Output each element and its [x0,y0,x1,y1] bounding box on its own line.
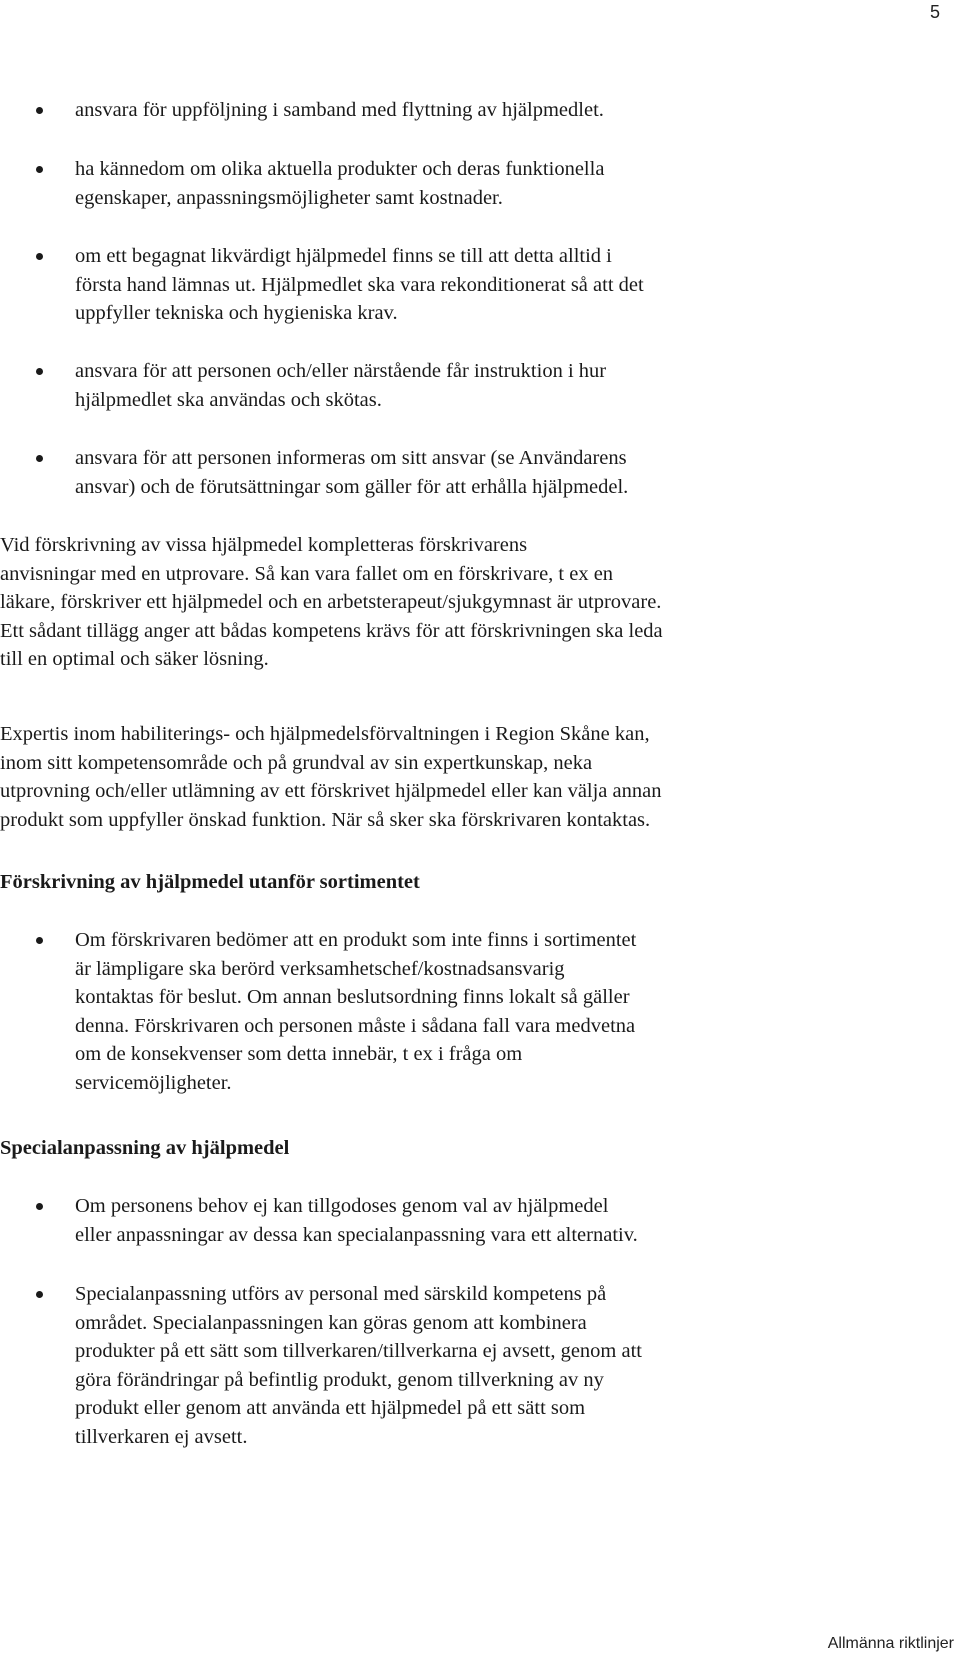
bullet-icon [36,253,43,260]
list-item-line: första hand lämnas ut. Hjälpmedlet ska vara rekonditionerat så att det [75,273,644,296]
bullet-icon [36,107,43,114]
list-item-line: ha kännedom om olika aktuella produkter och deras funktionella [75,158,605,180]
list-item-line: egenskaper, anpassningsmöjligheter samt kostnader. [75,186,503,209]
list-item-line: produkt eller genom att använda ett hjälpmedel på ett sätt som [75,1397,586,1420]
list-item-line: servicemöjligheter. [75,1071,232,1094]
bullet-icon [36,1291,43,1298]
paragraph [0,720,950,834]
paragraph [0,531,950,674]
list-item-line: denna. Förskrivaren och personen måste i sådana fall vara medvetna [75,1014,636,1037]
list-item-line: ansvara för att personen och/eller närstående får instruktion i hur [75,360,607,382]
list-item-line: Specialanpassning utförs av personal med särskild kompetens på [75,1283,607,1305]
list-item-line: kontaktas för beslut. Om annan beslutsordning finns lokalt så gäller [75,986,630,1009]
list-item-line: ansvar) och de förutsättningar som gäller för att erhålla hjälpmedel. [75,475,629,498]
section-heading: Specialanpassning av hjälpmedel [0,1137,290,1159]
section-heading: Förskrivning av hjälpmedel utanför sortimentet [0,871,420,893]
paragraph-line: anvisningar med en utprovare. Så kan vara fallet om en förskrivare, t ex en [0,562,614,585]
paragraph-line: produkt som uppfyller önskad funktion. När så sker ska förskrivaren kontaktas. [0,808,651,831]
footer-text: Allmänna riktlinjer [827,1635,954,1652]
page-number: 5 [929,2,940,22]
list-item-line: hjälpmedlet ska användas och skötas. [75,388,382,411]
bullet-icon [36,166,43,173]
list-item-line: eller anpassningar av dessa kan specialanpassning vara ett alternativ. [75,1223,638,1246]
list-item-line: Om personens behov ej kan tillgodoses genom val av hjälpmedel [75,1195,609,1217]
list-item-line: om ett begagnat likvärdigt hjälpmedel finns se till att detta alltid i [75,245,612,267]
bullet-icon [36,937,43,944]
paragraph-line: Vid förskrivning av vissa hjälpmedel kompletteras förskrivarens [0,534,528,556]
list-item-line: uppfyller tekniska och hygieniska krav. [75,302,398,325]
list-item-line: tillverkaren ej avsett. [75,1425,248,1448]
paragraph-line: Expertis inom habiliterings- och hjälpmedelsförvaltningen i Region Skåne kan, [0,723,650,745]
list-item-line: är lämpligare ska berörd verksamhetschef/kostnadsansvarig [75,957,565,980]
paragraph-line: Ett sådant tillägg anger att bådas kompetens krävs för att förskrivningen ska leda [0,619,663,642]
paragraph-line: läkare, förskriver ett hjälpmedel och en arbetsterapeut/sjukgymnast är utprovare. [0,591,662,614]
list-item-line: Om förskrivaren bedömer att en produkt som inte finns i sortimentet [75,929,637,951]
list-item-line: området. Specialanpassningen kan göras genom att kombinera [75,1311,587,1334]
list-item-line: ansvara för att personen informeras om sitt ansvar (se Användarens [75,447,627,469]
paragraph-line: inom sitt kompetensområde och på grundval av sin expertkunskap, neka [0,751,593,774]
list-item-line: ansvara för uppföljning i samband med flyttning av hjälpmedlet. [75,99,604,121]
list-item-line: göra förändringar på befintlig produkt, genom tillverkning av ny [75,1368,604,1391]
paragraph-line: utprovning och/eller utlämning av ett förskrivet hjälpmedel eller kan välja annan [0,780,662,803]
list-item-line: om de konsekvenser som detta innebär, t ex i fråga om [75,1043,523,1066]
list-item-line: produkter på ett sätt som tillverkaren/tillverkarna ej avsett, genom att [75,1340,642,1363]
bullet-icon [36,368,43,375]
bullet-icon [36,455,43,462]
bullet-icon [36,1203,43,1210]
paragraph-line: till en optimal och säker lösning. [0,648,269,671]
